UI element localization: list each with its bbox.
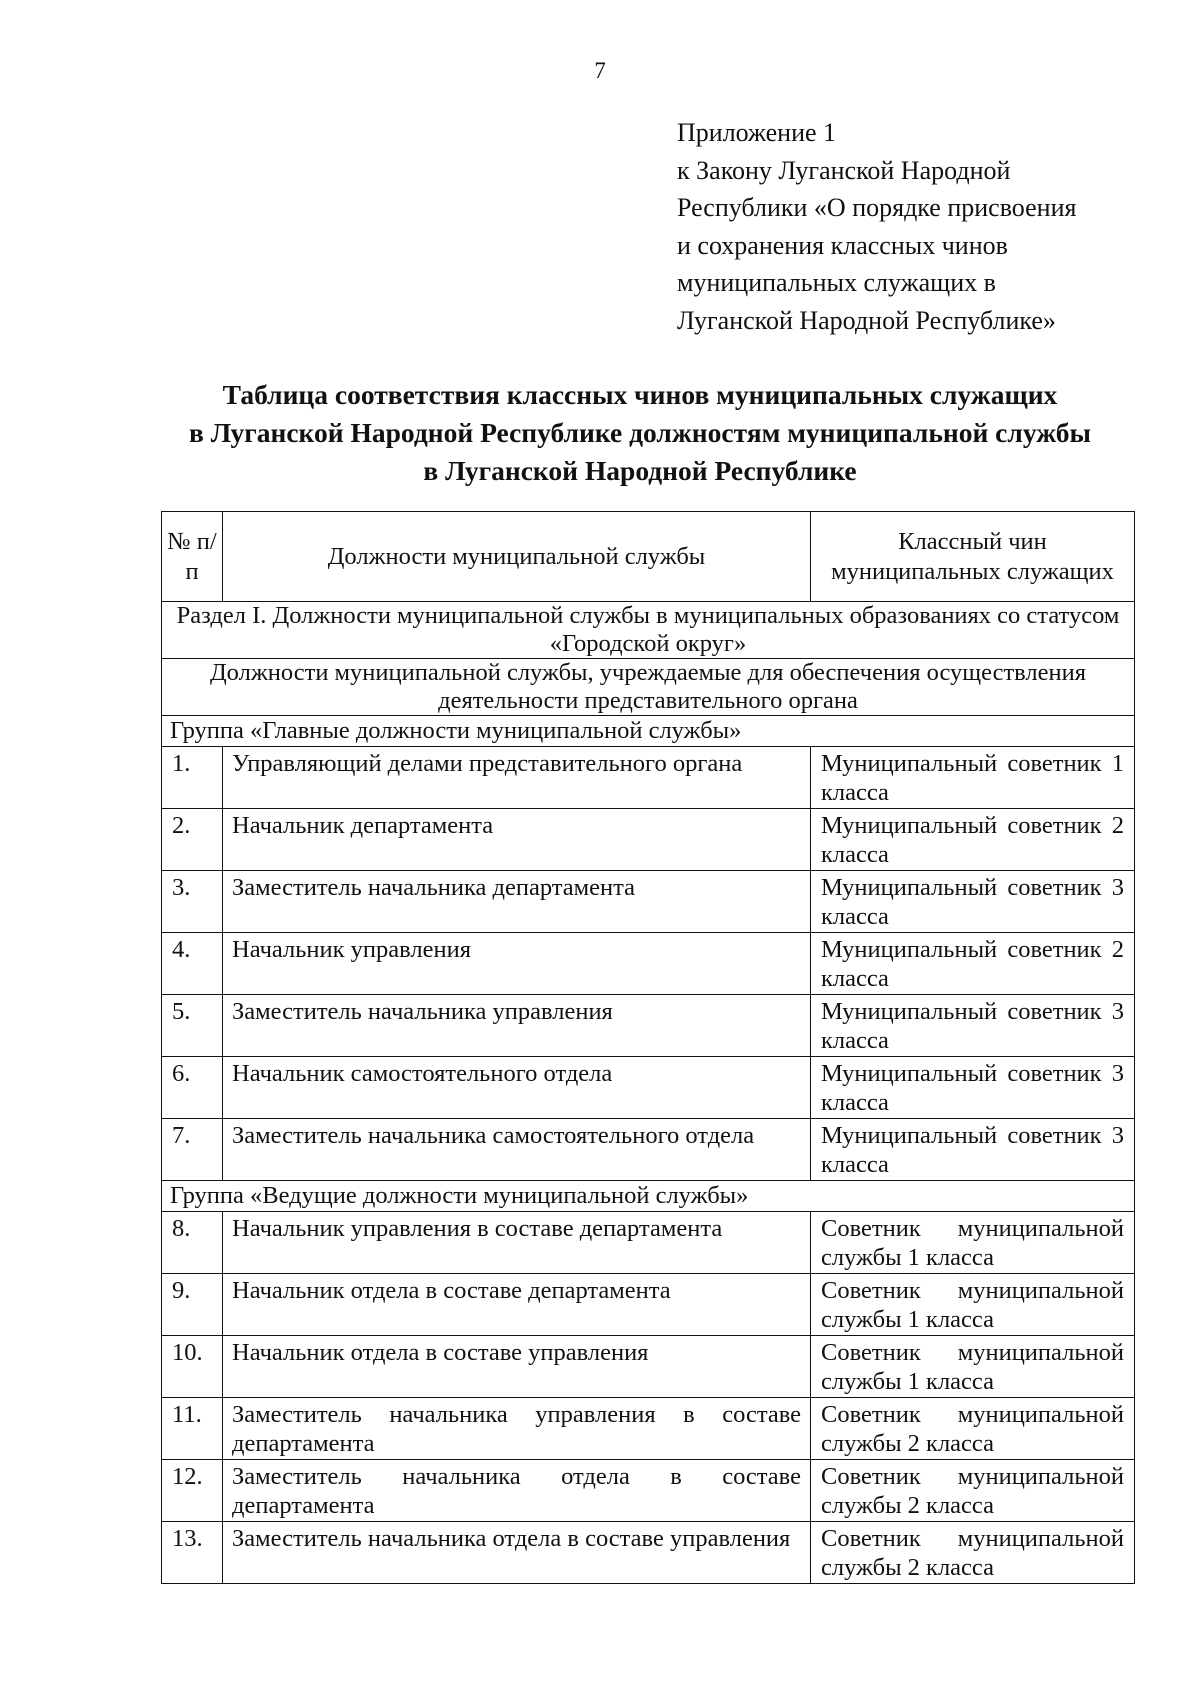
table-row [162,1057,1135,1119]
appendix-line: к Закону Луганской Народной [677,155,1011,185]
row-num: 10. [162,1336,223,1398]
subsection-row [162,659,1135,716]
row-rank: Муниципальный советник 3 класса [811,871,1135,933]
row-position: Заместитель начальника самостоятельного отдела [223,1119,811,1181]
document-title [150,376,1130,490]
row-rank: Советник муниципальной службы 2 класса [811,1460,1135,1522]
row-rank: Муниципальный советник 3 класса [811,1057,1135,1119]
row-position: Заместитель начальника управления в составе департамента [223,1398,811,1460]
group-title: Группа «Главные должности муниципальной службы» [162,716,1135,747]
row-position: Начальник самостоятельного отдела [223,1057,811,1119]
row-num: 7. [162,1119,223,1181]
table-header-row [162,512,1135,602]
appendix-line: муниципальных служащих в [677,268,996,297]
header-num [162,512,223,602]
title-line: в Луганской Народной Республике [423,455,857,486]
row-position: Начальник управления [223,933,811,995]
row-position: Начальник отдела в составе управления [223,1336,811,1398]
title-line: в Луганской Народной Республике должностям муниципальной службы [188,417,1092,448]
group-row [162,716,1135,747]
page-number: 7 [594,58,606,83]
rank-correspondence-table [161,511,1135,1584]
header-num-text: № п/п [167,527,217,585]
row-num: 12. [162,1460,223,1522]
row-position: Начальник отдела в составе департамента [223,1274,811,1336]
table-row [162,1460,1135,1522]
subsection-title: Должности муниципальной службы, учреждаемые для обеспечения осуществления деятельности представительного органа [162,659,1135,716]
row-rank: Советник муниципальной службы 1 класса [811,1212,1135,1274]
row-position: Начальник департамента [223,809,811,871]
row-rank: Советник муниципальной службы 1 класса [811,1274,1135,1336]
appendix-line: и сохранения классных чинов [677,230,1008,260]
row-num: 13. [162,1522,223,1584]
header-rank: Классный чин муниципальных служащих [811,512,1135,602]
row-rank: Муниципальный советник 1 класса [811,747,1135,809]
title-line: Таблица соответствия классных чинов муниципальных служащих [222,379,1058,410]
row-num: 5. [162,995,223,1057]
row-position: Заместитель начальника отдела в составе департамента [223,1460,811,1522]
appendix-line: Луганской Народной Республике» [677,305,1056,335]
header-position: Должности муниципальной службы [223,512,811,602]
table-body [162,512,1135,1584]
table-row [162,1212,1135,1274]
table-row [162,995,1135,1057]
row-num: 2. [162,809,223,871]
table-row [162,1398,1135,1460]
row-position: Заместитель начальника департамента [223,871,811,933]
row-rank: Советник муниципальной службы 2 класса [811,1398,1135,1460]
row-rank: Муниципальный советник 3 класса [811,995,1135,1057]
section-title: Раздел I. Должности муниципальной службы в муниципальных образованиях со статусом «Городской округ» [162,602,1135,659]
row-position: Начальник управления в составе департамента [223,1212,811,1274]
row-num: 11. [162,1398,223,1460]
row-position: Заместитель начальника отдела в составе управления [223,1522,811,1584]
appendix-line: Республики «О порядке присвоения [677,193,1077,222]
appendix-line: Приложение 1 [677,118,837,147]
row-rank: Советник муниципальной службы 2 класса [811,1522,1135,1584]
group-row [162,1181,1135,1212]
group-title: Группа «Ведущие должности муниципальной службы» [162,1181,1135,1212]
row-position: Управляющий делами представительного органа [223,747,811,809]
table-row [162,1522,1135,1584]
row-num: 9. [162,1274,223,1336]
row-num: 8. [162,1212,223,1274]
table-row [162,871,1135,933]
table-row [162,809,1135,871]
row-rank: Муниципальный советник 2 класса [811,809,1135,871]
row-rank: Советник муниципальной службы 1 класса [811,1336,1135,1398]
table-row [162,747,1135,809]
row-rank: Муниципальный советник 2 класса [811,933,1135,995]
section-row [162,602,1135,659]
row-num: 1. [162,747,223,809]
table-row [162,1119,1135,1181]
table-row [162,1336,1135,1398]
table-row [162,1274,1135,1336]
appendix-note [677,114,1137,339]
row-position: Заместитель начальника управления [223,995,811,1057]
row-num: 4. [162,933,223,995]
row-rank: Муниципальный советник 3 класса [811,1119,1135,1181]
table-row [162,933,1135,995]
row-num: 6. [162,1057,223,1119]
row-num: 3. [162,871,223,933]
